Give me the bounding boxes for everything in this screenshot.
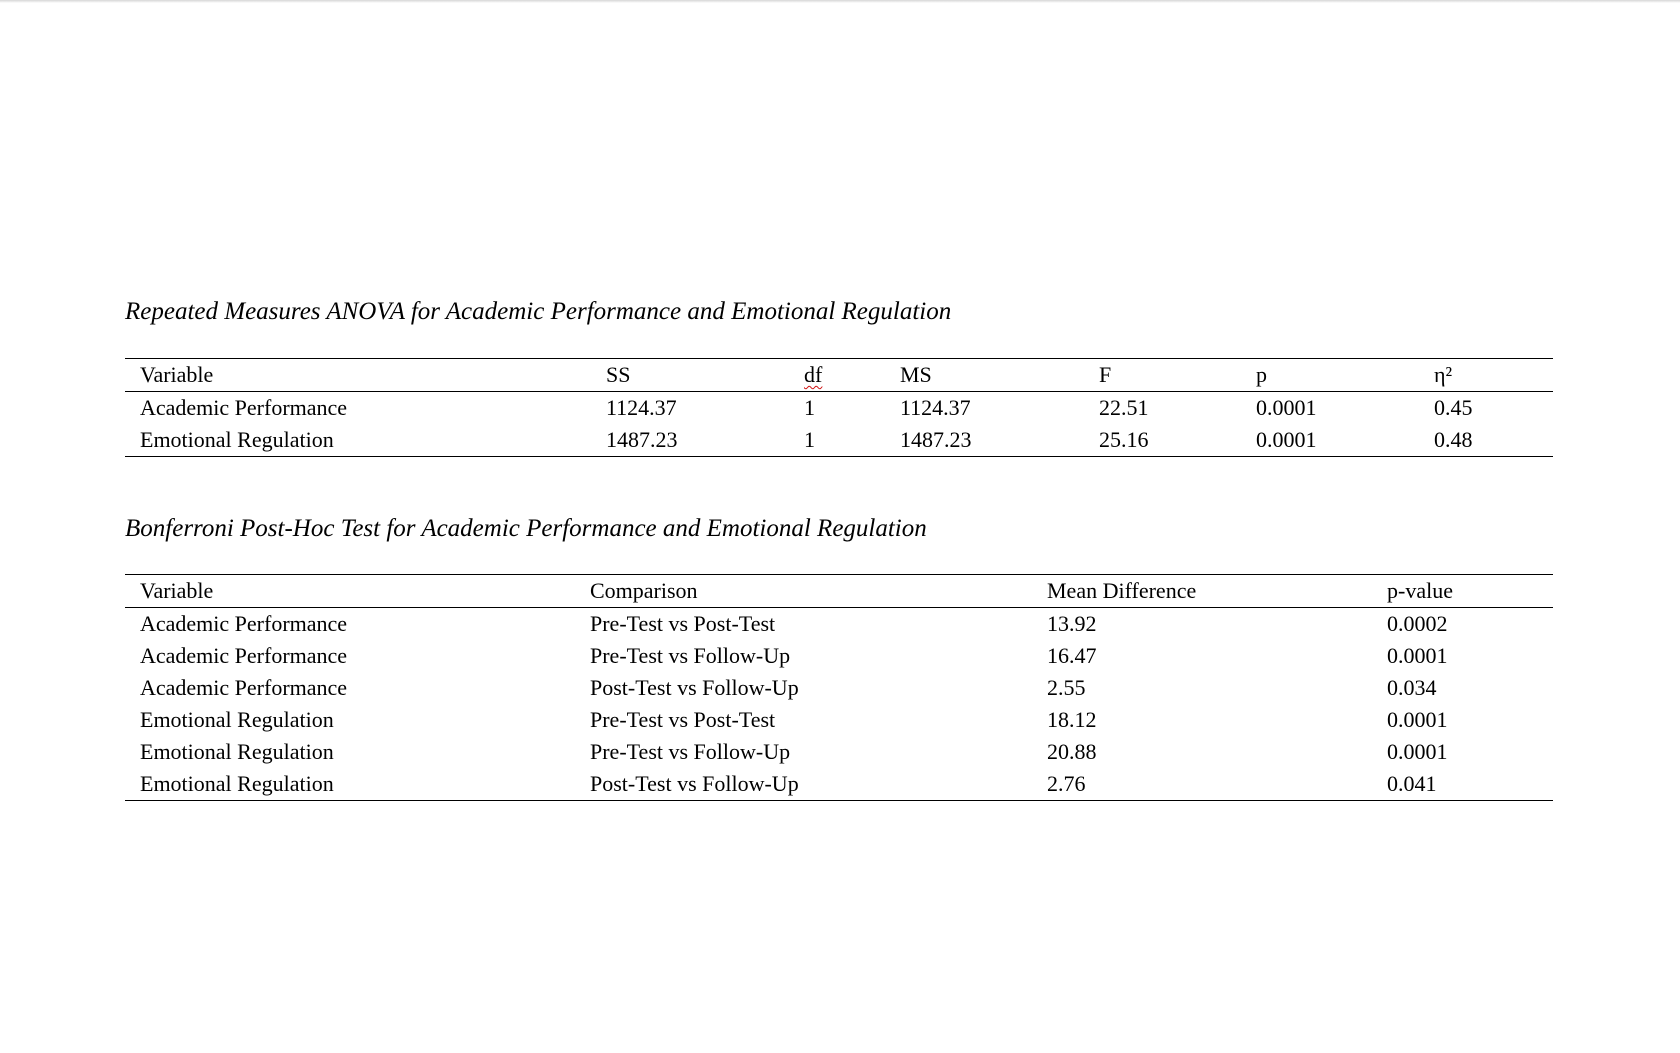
column-header-variable: Variable [125, 575, 575, 608]
column-header-p: p [1241, 359, 1419, 392]
cell-f: 22.51 [1099, 395, 1149, 420]
anova-table-caption: Repeated Measures ANOVA for Academic Performance and Emotional Regulation [125, 298, 952, 325]
cell-mean-difference: 16.47 [1047, 643, 1097, 668]
page-top-edge [0, 0, 1680, 3]
table-header-row [125, 359, 1553, 392]
cell-mean-difference: 18.12 [1047, 707, 1097, 732]
table-row [125, 672, 1553, 704]
anova-table [125, 358, 1553, 457]
cell-ms: 1124.37 [900, 395, 971, 420]
cell-variable: Emotional Regulation [125, 424, 591, 457]
table-header-row [125, 575, 1553, 608]
cell-variable: Academic Performance [140, 611, 348, 636]
cell-comparison: Pre-Test vs Post-Test [590, 611, 776, 636]
cell-comparison: Pre-Test vs Follow-Up [590, 643, 791, 668]
cell-variable: Emotional Regulation [125, 768, 575, 801]
column-header-df [789, 359, 885, 392]
cell-df: 1 [804, 395, 815, 420]
cell-df: 1 [789, 424, 885, 457]
table-row [125, 736, 1553, 768]
spellcheck-underline: df [804, 362, 823, 387]
cell-comparison: Post-Test vs Follow-Up [590, 675, 799, 700]
cell-mean-difference: 20.88 [1047, 739, 1097, 764]
column-header-comparison: Comparison [575, 575, 1032, 608]
cell-p-value: 0.0002 [1387, 611, 1448, 636]
column-header-eta-squared: η² [1419, 359, 1553, 392]
cell-variable: Academic Performance [140, 643, 348, 668]
cell-comparison: Pre-Test vs Follow-Up [590, 739, 791, 764]
table-row [125, 424, 1553, 457]
cell-p-value: 0.0001 [1387, 739, 1448, 764]
table-row [125, 768, 1553, 801]
cell-eta-squared: 0.48 [1419, 424, 1553, 457]
cell-f: 25.16 [1084, 424, 1241, 457]
cell-p-value: 0.0001 [1387, 707, 1448, 732]
table-row [125, 608, 1553, 641]
cell-mean-difference: 2.76 [1032, 768, 1372, 801]
cell-comparison: Post-Test vs Follow-Up [575, 768, 1032, 801]
cell-ss: 1124.37 [606, 395, 677, 420]
cell-variable: Emotional Regulation [140, 707, 334, 732]
cell-p-value: 0.034 [1387, 675, 1437, 700]
column-header-ms: MS [885, 359, 1084, 392]
table-row [125, 392, 1553, 425]
cell-mean-difference: 2.55 [1047, 675, 1086, 700]
posthoc-table [125, 574, 1553, 801]
cell-variable: Academic Performance [140, 395, 348, 420]
cell-p: 0.0001 [1256, 395, 1317, 420]
cell-comparison: Pre-Test vs Post-Test [590, 707, 776, 732]
cell-variable: Academic Performance [140, 675, 348, 700]
cell-p: 0.0001 [1241, 424, 1419, 457]
cell-variable: Emotional Regulation [140, 739, 334, 764]
cell-mean-difference: 13.92 [1047, 611, 1097, 636]
column-header-ss: SS [591, 359, 789, 392]
posthoc-table-caption: Bonferroni Post-Hoc Test for Academic Performance and Emotional Regulation [125, 515, 927, 542]
cell-eta-squared: 0.45 [1434, 395, 1473, 420]
cell-ms: 1487.23 [885, 424, 1084, 457]
cell-ss: 1487.23 [591, 424, 789, 457]
table-row [125, 640, 1553, 672]
table-row [125, 704, 1553, 736]
cell-p-value: 0.041 [1372, 768, 1553, 801]
column-header-f: F [1084, 359, 1241, 392]
column-header-p-value: p-value [1372, 575, 1553, 608]
cell-p-value: 0.0001 [1387, 643, 1448, 668]
column-header-variable: Variable [125, 359, 591, 392]
column-header-mean-difference: Mean Difference [1032, 575, 1372, 608]
